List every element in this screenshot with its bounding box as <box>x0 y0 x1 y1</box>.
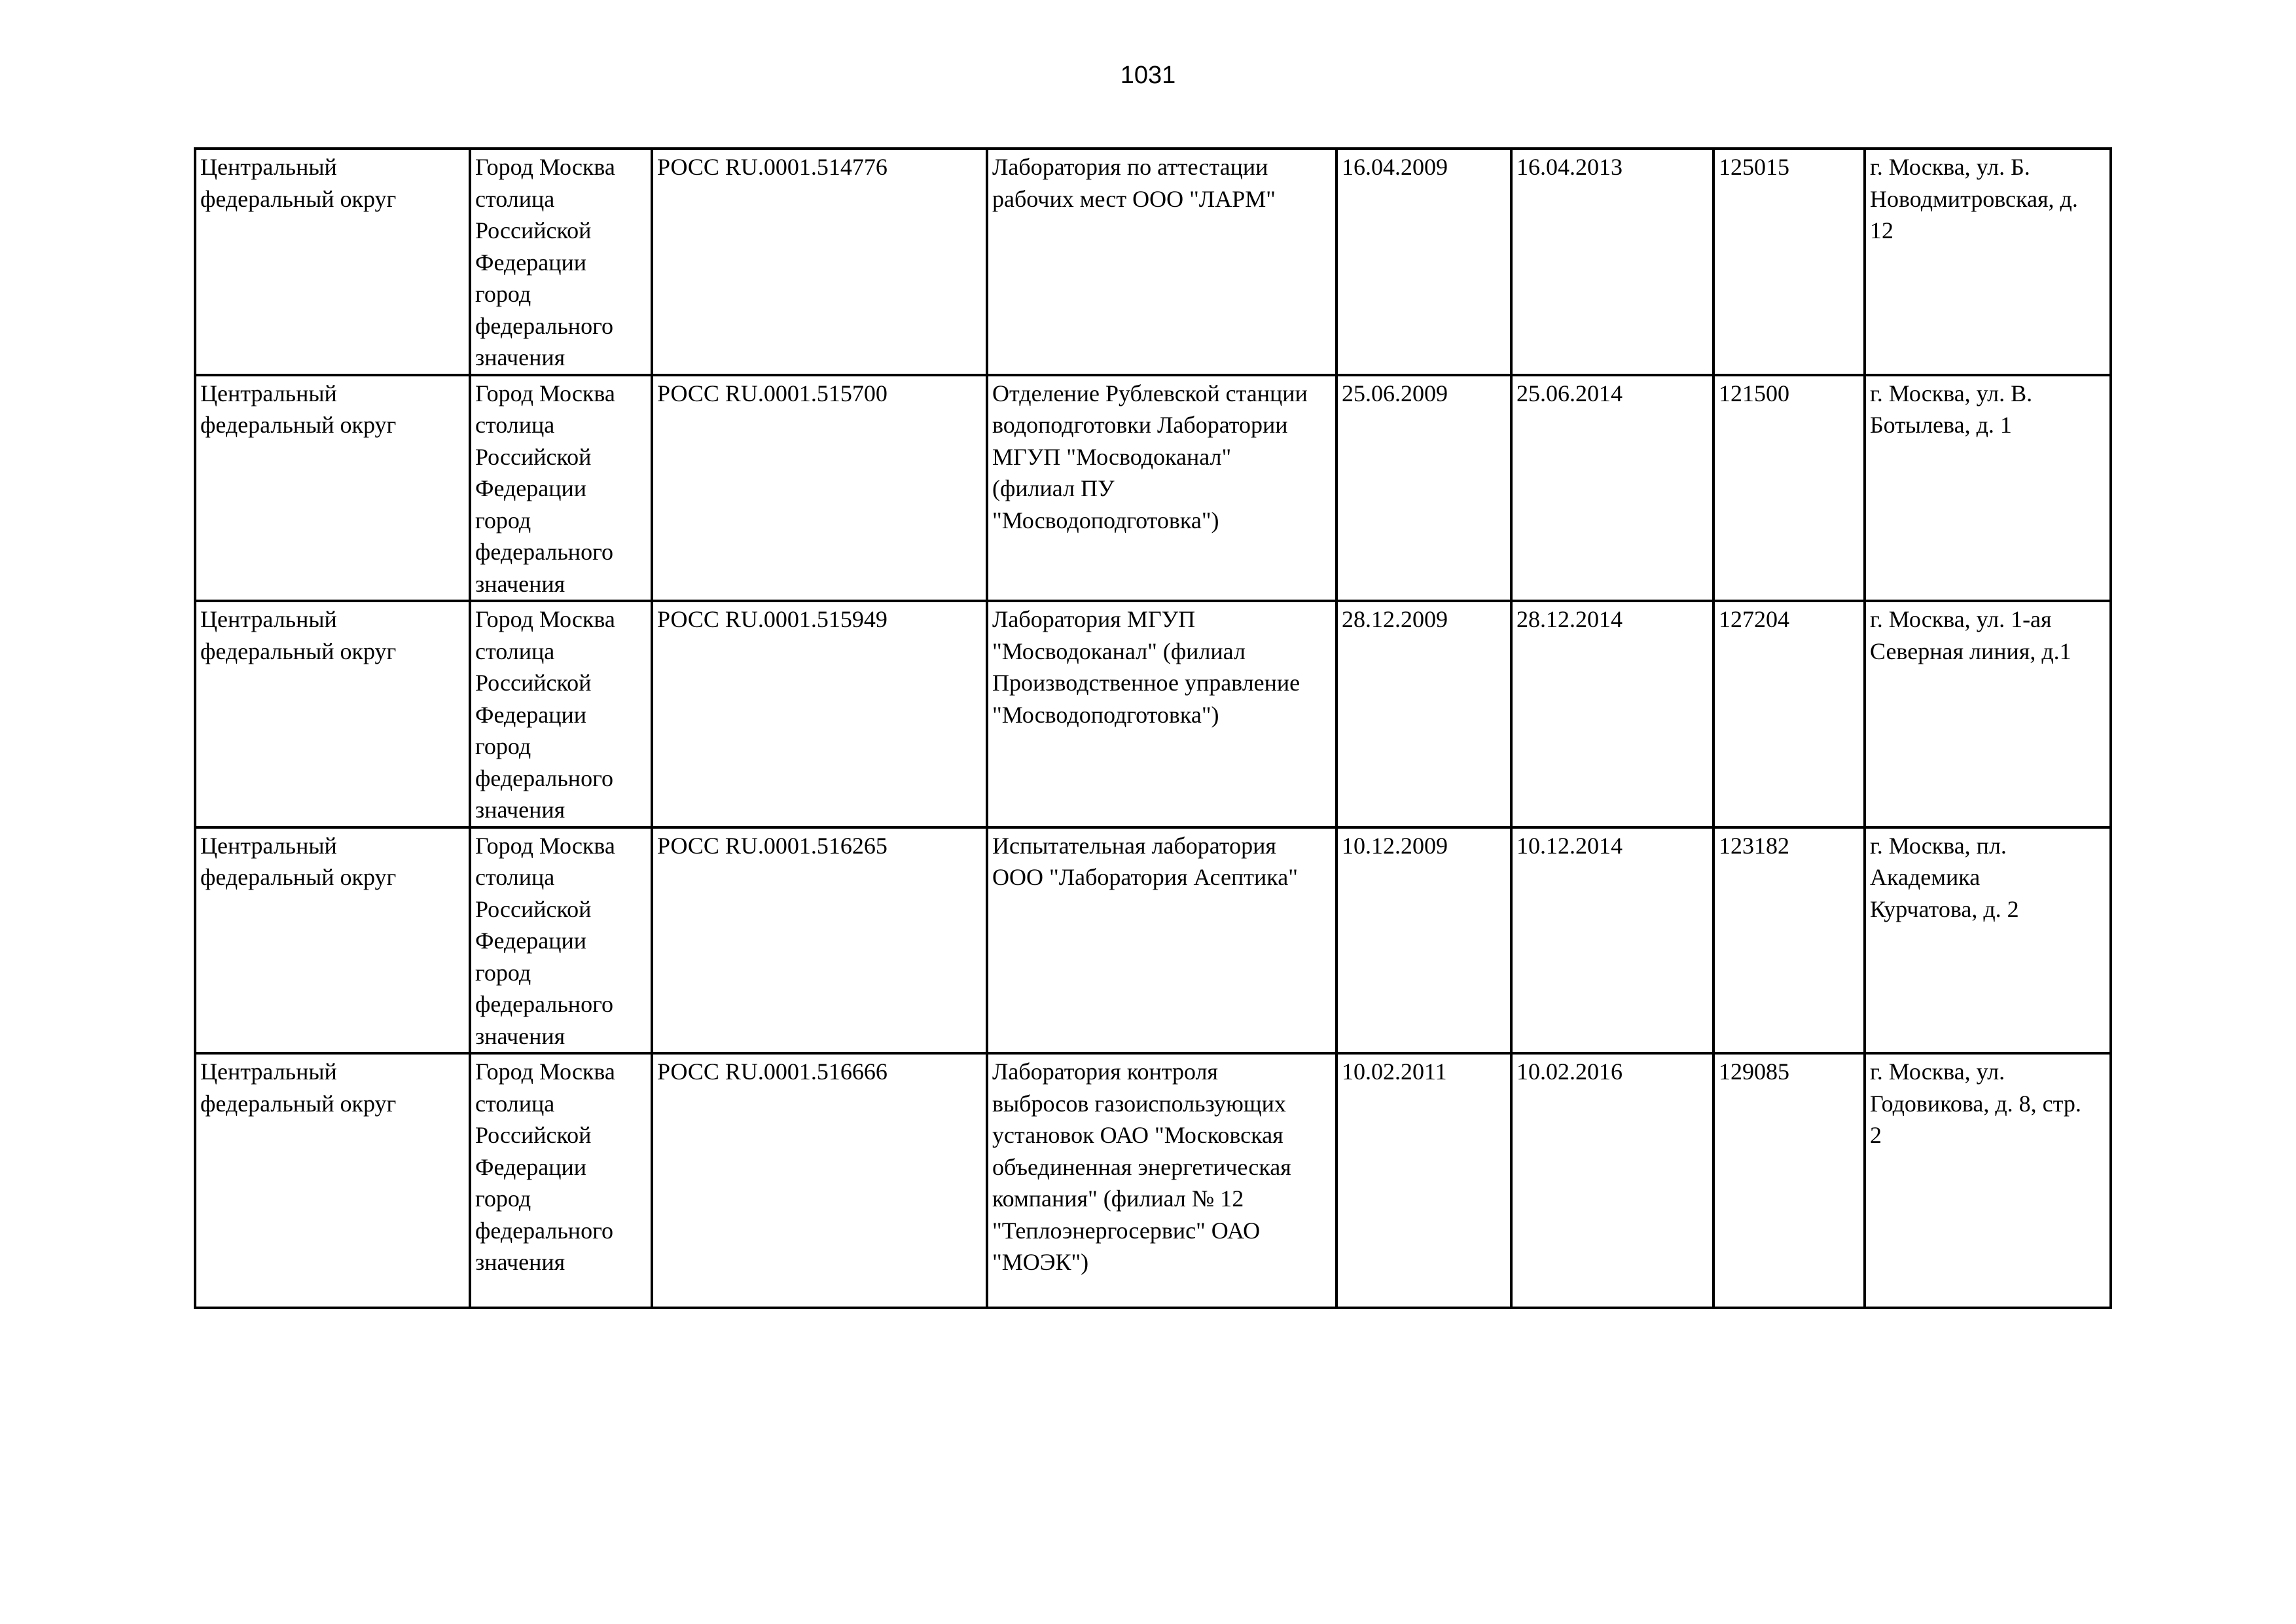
page-number: 1031 <box>1120 62 1176 89</box>
district-cell: Центральный федеральный округ <box>195 827 470 1054</box>
address-cell: г. Москва, ул. Годовикова, д. 8, стр. 2 <box>1865 1053 2111 1308</box>
certificate-number-cell: РОСС RU.0001.514776 <box>652 149 987 375</box>
postcode-cell: 121500 <box>1713 375 1865 602</box>
laboratory-name-cell: Лаборатория по аттестации рабочих мест ООО "ЛАРМ" <box>987 149 1336 375</box>
laboratory-name-cell: Отделение Рублевской станции водоподготовки Лаборатории МГУП "Мосводоканал" (филиал ПУ "Мосводоподготовка") <box>987 375 1336 602</box>
certificate-number-cell: РОСС RU.0001.516265 <box>652 827 987 1054</box>
date-from-cell: 10.12.2009 <box>1336 827 1511 1054</box>
date-from-cell: 25.06.2009 <box>1336 375 1511 602</box>
postcode-cell: 127204 <box>1713 601 1865 827</box>
laboratory-name-cell: Лаборатория МГУП "Мосводоканал" (филиал Производственное управление "Мосводоподготовка") <box>987 601 1336 827</box>
region-cell: Город Москва столица Российской Федерации город федерального значения <box>470 1053 652 1308</box>
region-cell: Город Москва столица Российской Федерации город федерального значения <box>470 827 652 1054</box>
date-to-cell: 28.12.2014 <box>1511 601 1713 827</box>
date-to-cell: 10.02.2016 <box>1511 1053 1713 1308</box>
postcode-cell: 129085 <box>1713 1053 1865 1308</box>
table-row <box>195 827 2111 1054</box>
address-cell: г. Москва, ул. Б. Новодмитровская, д. 12 <box>1865 149 2111 375</box>
date-to-cell: 25.06.2014 <box>1511 375 1713 602</box>
address-cell: г. Москва, пл. Академика Курчатова, д. 2 <box>1865 827 2111 1054</box>
date-from-cell: 16.04.2009 <box>1336 149 1511 375</box>
laboratory-name-cell: Лаборатория контроля выбросов газоиспользующих установок ОАО "Московская объединенная энергетическая компания" (филиал № 12 "Теплоэнергосервис" ОАО "МОЭК") <box>987 1053 1336 1308</box>
region-cell: Город Москва столица Российской Федерации город федерального значения <box>470 375 652 602</box>
district-cell: Центральный федеральный округ <box>195 601 470 827</box>
registry-table <box>194 147 2112 1309</box>
postcode-cell: 125015 <box>1713 149 1865 375</box>
certificate-number-cell: РОСС RU.0001.515700 <box>652 375 987 602</box>
laboratory-name-cell: Испытательная лаборатория ООО "Лаборатория Асептика" <box>987 827 1336 1054</box>
certificate-number-cell: РОСС RU.0001.516666 <box>652 1053 987 1308</box>
table-row <box>195 375 2111 602</box>
date-to-cell: 10.12.2014 <box>1511 827 1713 1054</box>
district-cell: Центральный федеральный округ <box>195 149 470 375</box>
table-row <box>195 601 2111 827</box>
district-cell: Центральный федеральный округ <box>195 1053 470 1308</box>
postcode-cell: 123182 <box>1713 827 1865 1054</box>
address-cell: г. Москва, ул. 1-ая Северная линия, д.1 <box>1865 601 2111 827</box>
date-from-cell: 28.12.2009 <box>1336 601 1511 827</box>
date-from-cell: 10.02.2011 <box>1336 1053 1511 1308</box>
region-cell: Город Москва столица Российской Федерации город федерального значения <box>470 149 652 375</box>
table-row <box>195 1053 2111 1308</box>
certificate-number-cell: РОСС RU.0001.515949 <box>652 601 987 827</box>
date-to-cell: 16.04.2013 <box>1511 149 1713 375</box>
address-cell: г. Москва, ул. В. Ботылева, д. 1 <box>1865 375 2111 602</box>
district-cell: Центральный федеральный округ <box>195 375 470 602</box>
table-row <box>195 149 2111 375</box>
region-cell: Город Москва столица Российской Федерации город федерального значения <box>470 601 652 827</box>
